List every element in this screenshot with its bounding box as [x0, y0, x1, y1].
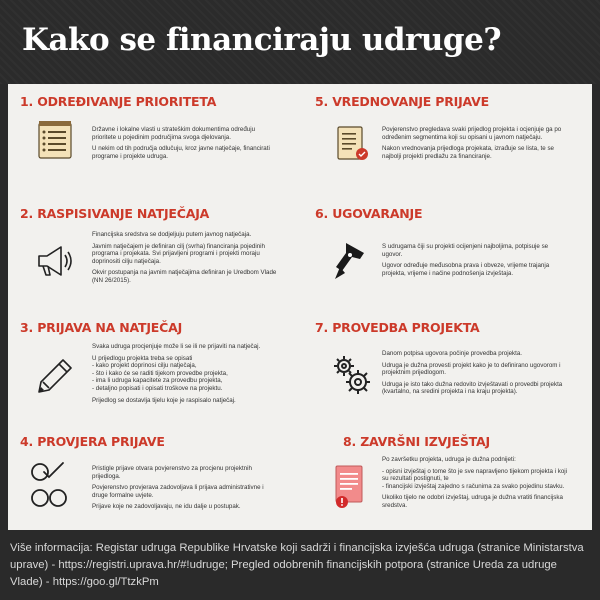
- paragraph: Nakon vrednovanja prijedloga projekata, izrađuje se lista, te se najbolji projekti predlažu za financiranje.: [382, 145, 554, 160]
- section-5-text: [382, 126, 568, 164]
- section-heading: 8. ZAVRŠNI IZVJEŠTAJ: [343, 434, 490, 449]
- section-2-call: [20, 206, 305, 221]
- paragraph: Ugovor određuje međusobna prava i obveze, vrijeme trajanja projekta, vrijeme i načine podnošenja izvještaja.: [382, 262, 550, 277]
- section-4-check: [20, 434, 305, 449]
- section-1-priorities: [20, 94, 305, 109]
- section-5-evaluation: [315, 94, 600, 109]
- section-6-contracting: [315, 206, 600, 221]
- header-banner: [0, 0, 600, 84]
- fountain-pen-icon: [330, 239, 374, 283]
- report-alert-icon: [330, 462, 374, 512]
- checkmarks-icon: [30, 460, 76, 510]
- paragraph: Danom potpisa ugovora počinje provedba projekta.: [382, 350, 522, 357]
- section-heading: 1. ODREĐIVANJE PRIORITETA: [20, 94, 217, 109]
- section-7-text: [382, 350, 568, 400]
- gears-icon: [330, 352, 374, 396]
- section-heading: 5. VREDNOVANJE PRIJAVE: [315, 94, 489, 109]
- section-heading: 4. PROVJERA PRIJAVE: [20, 434, 165, 449]
- section-heading: 3. PRIJAVA NA NATJEČAJ: [20, 320, 183, 335]
- section-3-text: [92, 343, 278, 408]
- paragraph: Povjerenstvo provjerava zadovoljava li prijava administrativne i druge formalne uvjete.: [92, 484, 264, 499]
- paragraph: Udruga je dužna provesti projekt kako je to definirano ugovorom i projektnim prijedlogom.: [382, 361, 561, 377]
- paragraph: Okvir postupanja na javnim natječajima definiran je Uredbom Vlade (NN 26/2015).: [92, 269, 277, 284]
- section-heading: 6. UGOVARANJE: [315, 206, 423, 221]
- megaphone-icon: [33, 239, 77, 283]
- document-list-icon: [33, 118, 77, 162]
- section-heading: 7. PROVEDBA PROJEKTA: [315, 320, 480, 335]
- section-6-text: [382, 243, 568, 281]
- paragraph: U nekim od tih područja odlučuju, kroz javne natječaje, financirati programe i projekte udruga.: [92, 145, 270, 160]
- evaluation-form-icon: [330, 122, 374, 166]
- paragraph: Javnim natječajem je definiran cilj (svrha) financiranja pojedinih programa i projekata. Svi prijavljeni programi i projekti moraju doprinositi cilju natječaja.: [92, 242, 265, 265]
- paragraph: - opisni izvještaj o tome što je sve napravljeno tijekom projekta i koji su rezultati postignuti, te - financijski izvještaj zajedno s računima za svako pojedinu stavku.: [382, 467, 568, 490]
- section-1-text: [92, 126, 278, 164]
- paragraph: U prijedlogu projekta treba se opisati - kako projekt doprinosi cilju natječaja, - što i kako će se raditi tijekom provedbe projekta, - ima li udruga kapacitete za provedbu projekta, - detaljno popisati i opisati troškove na projektu.: [92, 354, 228, 392]
- paragraph: Državne i lokalne vlasti u strateškim dokumentima određuju prioritete u pojedinim područjima svoga djelovanja.: [92, 126, 256, 141]
- paragraph: Po završetku projekta, udruga je dužna podnijeti:: [382, 456, 516, 463]
- paragraph: Financijska sredstva se dodjeljuju putem javnog natječaja.: [92, 231, 252, 238]
- paragraph: Svaka udruga procjenjuje može li se ili ne prijaviti na natječaj.: [92, 343, 261, 350]
- paragraph: Udruga je isto tako dužna redovito izvještavati o provedbi projekta (kvartalno, na sredini projekta i na kraju projekta).: [382, 380, 563, 396]
- content-panel: [8, 84, 592, 530]
- paragraph: Pristigle prijave otvara povjerenstvo za procjenu projektnih prijedloga.: [92, 465, 252, 480]
- paragraph: Povjerenstvo pregledava svaki prijedlog projekta i ocjenjuje ga po određenim segmentima koji su opisani u javnom natječaju.: [382, 126, 562, 141]
- paragraph: Prijedlog se dostavlja tijelu koje je raspisalo natječaj.: [92, 396, 236, 404]
- paragraph: S udrugama čiji su projekti ocijenjeni najboljima, potpisuje se ugovor.: [382, 243, 549, 258]
- section-heading: 2. RASPISIVANJE NATJEČAJA: [20, 206, 210, 221]
- section-4-text: [92, 465, 278, 515]
- section-8-final-report: [343, 434, 600, 449]
- section-3-application: [20, 320, 305, 335]
- footer-more-info: Više informacija: Registar udruga Republike Hrvatske koji sadrži i financijska izvješća udruga (stranice Ministarstva uprave) - https://registri.uprava.hr/#!udruge; Pregled odobrenih financijskih potpora (stranice Ureda za udruge Vlade) - https://goo.gl/TtzkPm: [10, 542, 584, 588]
- paragraph: Ukoliko tijelo ne odobri izvještaj, udruga je dužna vratiti financijska sredstva.: [382, 494, 563, 509]
- section-8-text: [382, 456, 568, 514]
- section-7-implementation: [315, 320, 600, 335]
- paragraph: Prijave koje ne zadovoljavaju, ne idu dalje u postupak.: [92, 503, 241, 511]
- pencil-icon: [33, 354, 77, 398]
- section-2-text: [92, 231, 278, 289]
- page-title: Kako se financiraju udruge?: [22, 22, 501, 58]
